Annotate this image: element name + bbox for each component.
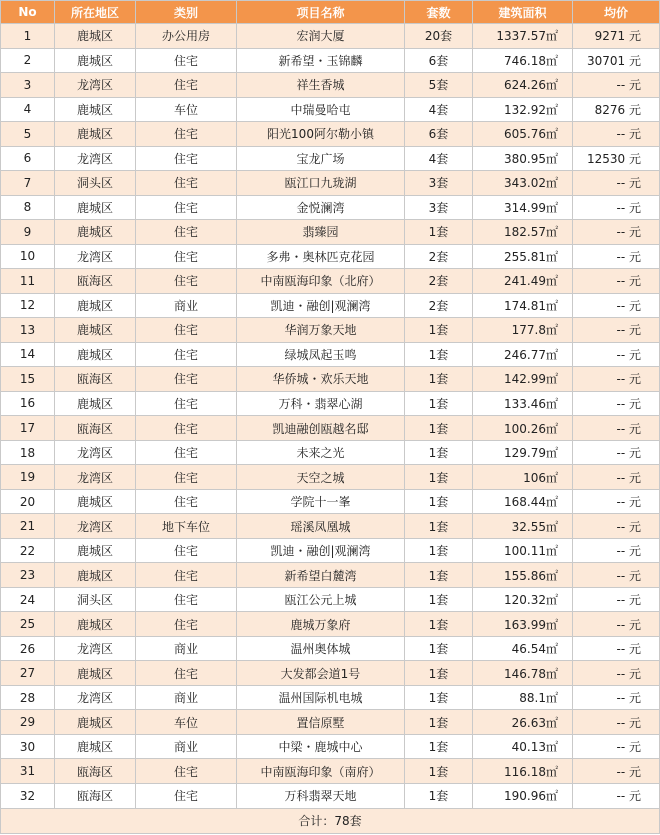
row-project-name: 新希望白麓湾 [237,563,405,588]
row-no: 5 [1,122,55,147]
row-category: 住宅 [136,342,237,367]
table-row [1,661,660,686]
row-category: 住宅 [136,465,237,490]
table-row [1,391,660,416]
row-floor-area: 132.92㎡ [473,97,573,122]
row-category: 住宅 [136,318,237,343]
row-project-name: 翡臻园 [237,220,405,245]
row-district: 龙湾区 [55,465,136,490]
row-avg-price: 30701 元 [573,48,660,73]
row-no: 14 [1,342,55,367]
row-floor-area: 380.95㎡ [473,146,573,171]
row-floor-area: 100.11㎡ [473,538,573,563]
row-units: 2套 [405,244,473,269]
table-row [1,24,660,49]
row-category: 住宅 [136,440,237,465]
row-category: 住宅 [136,171,237,196]
total-row [1,808,660,834]
row-category: 住宅 [136,391,237,416]
row-district: 鹿城区 [55,195,136,220]
row-units: 1套 [405,440,473,465]
table-row [1,759,660,784]
row-district: 龙湾区 [55,244,136,269]
row-units: 1套 [405,685,473,710]
row-units: 1套 [405,342,473,367]
row-district: 龙湾区 [55,440,136,465]
row-avg-price: -- 元 [573,391,660,416]
row-units: 20套 [405,24,473,49]
row-units: 1套 [405,367,473,392]
row-category: 住宅 [136,587,237,612]
row-units: 2套 [405,269,473,294]
row-units: 2套 [405,293,473,318]
header-units: 套数 [405,1,473,24]
row-units: 5套 [405,73,473,98]
row-district: 龙湾区 [55,73,136,98]
row-floor-area: 142.99㎡ [473,367,573,392]
row-floor-area: 343.02㎡ [473,171,573,196]
row-avg-price: -- 元 [573,636,660,661]
row-units: 1套 [405,489,473,514]
row-district: 鹿城区 [55,122,136,147]
row-avg-price: -- 元 [573,465,660,490]
row-district: 鹿城区 [55,220,136,245]
table-row [1,710,660,735]
table-row [1,73,660,98]
row-district: 鹿城区 [55,24,136,49]
row-project-name: 天空之城 [237,465,405,490]
row-category: 住宅 [136,146,237,171]
row-floor-area: 624.26㎡ [473,73,573,98]
row-no: 1 [1,24,55,49]
row-district: 鹿城区 [55,538,136,563]
row-project-name: 新希望・玉锦麟 [237,48,405,73]
row-category: 住宅 [136,783,237,808]
row-project-name: 凯迪・融创|观澜湾 [237,293,405,318]
row-floor-area: 155.86㎡ [473,563,573,588]
row-no: 22 [1,538,55,563]
row-avg-price: -- 元 [573,367,660,392]
table-row [1,122,660,147]
row-district: 瓯海区 [55,783,136,808]
row-floor-area: 116.18㎡ [473,759,573,784]
row-avg-price: -- 元 [573,661,660,686]
table-row [1,195,660,220]
row-project-name: 凯迪・融创|观澜湾 [237,538,405,563]
row-project-name: 万科翡翠天地 [237,783,405,808]
row-units: 1套 [405,391,473,416]
row-units: 1套 [405,465,473,490]
row-floor-area: 177.8㎡ [473,318,573,343]
row-units: 1套 [405,318,473,343]
row-units: 1套 [405,636,473,661]
table-row [1,563,660,588]
row-floor-area: 255.81㎡ [473,244,573,269]
row-units: 1套 [405,587,473,612]
table-row [1,685,660,710]
row-project-name: 华侨城・欢乐天地 [237,367,405,392]
row-units: 6套 [405,48,473,73]
table-row [1,367,660,392]
row-category: 住宅 [136,195,237,220]
row-district: 龙湾区 [55,146,136,171]
row-floor-area: 146.78㎡ [473,661,573,686]
row-floor-area: 40.13㎡ [473,734,573,759]
row-project-name: 瓯江公元上城 [237,587,405,612]
row-floor-area: 163.99㎡ [473,612,573,637]
table-row [1,416,660,441]
row-avg-price: -- 元 [573,440,660,465]
row-category: 商业 [136,293,237,318]
row-district: 鹿城区 [55,612,136,637]
row-category: 住宅 [136,367,237,392]
row-category: 住宅 [136,269,237,294]
row-district: 鹿城区 [55,97,136,122]
row-district: 鹿城区 [55,661,136,686]
row-units: 1套 [405,514,473,539]
row-floor-area: 241.49㎡ [473,269,573,294]
row-units: 1套 [405,783,473,808]
row-floor-area: 246.77㎡ [473,342,573,367]
row-no: 3 [1,73,55,98]
row-district: 鹿城区 [55,489,136,514]
table-row [1,269,660,294]
row-floor-area: 174.81㎡ [473,293,573,318]
row-district: 鹿城区 [55,710,136,735]
row-category: 住宅 [136,48,237,73]
table-row [1,97,660,122]
row-district: 龙湾区 [55,636,136,661]
row-category: 地下车位 [136,514,237,539]
row-avg-price: -- 元 [573,538,660,563]
row-project-name: 瓯江口九珑湖 [237,171,405,196]
row-category: 住宅 [136,612,237,637]
row-project-name: 中梁・鹿城中心 [237,734,405,759]
row-units: 1套 [405,710,473,735]
row-category: 商业 [136,685,237,710]
row-district: 鹿城区 [55,734,136,759]
row-category: 车位 [136,710,237,735]
table-row [1,244,660,269]
row-no: 32 [1,783,55,808]
row-units: 1套 [405,538,473,563]
row-no: 11 [1,269,55,294]
table-row [1,220,660,245]
row-floor-area: 133.46㎡ [473,391,573,416]
row-project-name: 鹿城万象府 [237,612,405,637]
table-row [1,587,660,612]
row-district: 洞头区 [55,171,136,196]
row-avg-price: -- 元 [573,783,660,808]
table-row [1,465,660,490]
row-project-name: 未来之光 [237,440,405,465]
row-no: 13 [1,318,55,343]
row-avg-price: -- 元 [573,195,660,220]
row-project-name: 华润万象天地 [237,318,405,343]
row-category: 办公用房 [136,24,237,49]
table-row [1,514,660,539]
row-units: 3套 [405,171,473,196]
row-category: 住宅 [136,661,237,686]
row-district: 瓯海区 [55,269,136,294]
row-district: 鹿城区 [55,318,136,343]
row-units: 4套 [405,146,473,171]
row-floor-area: 120.32㎡ [473,587,573,612]
row-category: 住宅 [136,416,237,441]
row-floor-area: 32.55㎡ [473,514,573,539]
row-district: 洞头区 [55,587,136,612]
row-no: 30 [1,734,55,759]
row-district: 瓯海区 [55,416,136,441]
row-project-name: 置信原墅 [237,710,405,735]
row-project-name: 中瑞曼哈屯 [237,97,405,122]
table-row [1,342,660,367]
row-project-name: 绿城凤起玉鸣 [237,342,405,367]
row-no: 12 [1,293,55,318]
row-category: 住宅 [136,538,237,563]
total-label: 合计：78套 [1,808,660,834]
row-avg-price: -- 元 [573,612,660,637]
row-no: 16 [1,391,55,416]
row-floor-area: 129.79㎡ [473,440,573,465]
row-avg-price: 12530 元 [573,146,660,171]
row-units: 4套 [405,97,473,122]
row-no: 28 [1,685,55,710]
row-no: 18 [1,440,55,465]
row-units: 3套 [405,195,473,220]
row-category: 车位 [136,97,237,122]
row-units: 1套 [405,612,473,637]
table-row [1,538,660,563]
row-category: 住宅 [136,122,237,147]
header-project-name: 项目名称 [237,1,405,24]
row-category: 商业 [136,734,237,759]
row-avg-price: -- 元 [573,734,660,759]
row-no: 25 [1,612,55,637]
row-project-name: 宏润大厦 [237,24,405,49]
row-no: 27 [1,661,55,686]
row-no: 29 [1,710,55,735]
row-no: 19 [1,465,55,490]
table-row [1,783,660,808]
row-avg-price: -- 元 [573,342,660,367]
row-no: 26 [1,636,55,661]
row-units: 1套 [405,416,473,441]
row-units: 1套 [405,220,473,245]
table-row [1,612,660,637]
row-project-name: 学院十一峯 [237,489,405,514]
row-units: 1套 [405,661,473,686]
row-no: 2 [1,48,55,73]
row-no: 6 [1,146,55,171]
row-project-name: 中南瓯海印象（南府） [237,759,405,784]
table-row [1,171,660,196]
row-avg-price: -- 元 [573,220,660,245]
table-row [1,636,660,661]
table-row [1,734,660,759]
table-row [1,146,660,171]
row-avg-price: -- 元 [573,73,660,98]
row-project-name: 温州国际机电城 [237,685,405,710]
row-avg-price: -- 元 [573,244,660,269]
row-district: 瓯海区 [55,759,136,784]
row-no: 24 [1,587,55,612]
row-units: 1套 [405,563,473,588]
row-no: 23 [1,563,55,588]
row-floor-area: 190.96㎡ [473,783,573,808]
row-district: 鹿城区 [55,563,136,588]
row-floor-area: 100.26㎡ [473,416,573,441]
row-district: 龙湾区 [55,514,136,539]
row-no: 20 [1,489,55,514]
header-row [1,1,660,24]
row-no: 15 [1,367,55,392]
row-avg-price: 8276 元 [573,97,660,122]
row-project-name: 万科・翡翠心湖 [237,391,405,416]
row-floor-area: 314.99㎡ [473,195,573,220]
row-district: 鹿城区 [55,342,136,367]
row-project-name: 瑶溪凤凰城 [237,514,405,539]
row-project-name: 金悦澜湾 [237,195,405,220]
row-project-name: 宝龙广场 [237,146,405,171]
row-project-name: 中南瓯海印象（北府） [237,269,405,294]
row-avg-price: -- 元 [573,293,660,318]
row-project-name: 多弗・奥林匹克花园 [237,244,405,269]
table-row [1,318,660,343]
row-units: 6套 [405,122,473,147]
row-avg-price: -- 元 [573,122,660,147]
table-row [1,48,660,73]
header-floor-area: 建筑面积 [473,1,573,24]
row-avg-price: -- 元 [573,318,660,343]
row-floor-area: 46.54㎡ [473,636,573,661]
row-units: 1套 [405,734,473,759]
row-avg-price: -- 元 [573,563,660,588]
table-row [1,440,660,465]
row-floor-area: 88.1㎡ [473,685,573,710]
row-district: 鹿城区 [55,391,136,416]
row-floor-area: 26.63㎡ [473,710,573,735]
row-floor-area: 182.57㎡ [473,220,573,245]
row-floor-area: 746.18㎡ [473,48,573,73]
row-no: 17 [1,416,55,441]
row-no: 21 [1,514,55,539]
row-avg-price: -- 元 [573,710,660,735]
header-category: 类别 [136,1,237,24]
row-district: 瓯海区 [55,367,136,392]
row-no: 31 [1,759,55,784]
table-body [1,24,660,834]
row-floor-area: 168.44㎡ [473,489,573,514]
row-district: 龙湾区 [55,685,136,710]
row-floor-area: 1337.57㎡ [473,24,573,49]
row-project-name: 凯迪融创瓯越名邸 [237,416,405,441]
row-floor-area: 605.76㎡ [473,122,573,147]
row-avg-price: -- 元 [573,759,660,784]
row-avg-price: 9271 元 [573,24,660,49]
row-avg-price: -- 元 [573,514,660,539]
row-category: 住宅 [136,489,237,514]
row-no: 4 [1,97,55,122]
row-district: 鹿城区 [55,48,136,73]
row-avg-price: -- 元 [573,489,660,514]
row-floor-area: 106㎡ [473,465,573,490]
row-no: 8 [1,195,55,220]
header-avg-price: 均价 [573,1,660,24]
row-category: 住宅 [136,244,237,269]
row-project-name: 大发都会道1号 [237,661,405,686]
row-units: 1套 [405,759,473,784]
table-row [1,293,660,318]
table-row [1,489,660,514]
row-project-name: 温州奥体城 [237,636,405,661]
row-category: 住宅 [136,73,237,98]
row-category: 住宅 [136,759,237,784]
row-no: 7 [1,171,55,196]
row-category: 住宅 [136,220,237,245]
header-no: No [1,1,55,24]
row-category: 住宅 [136,563,237,588]
row-project-name: 阳光100阿尔勒小镇 [237,122,405,147]
row-district: 鹿城区 [55,293,136,318]
row-avg-price: -- 元 [573,685,660,710]
row-project-name: 祥生香城 [237,73,405,98]
row-no: 9 [1,220,55,245]
row-avg-price: -- 元 [573,587,660,612]
row-no: 10 [1,244,55,269]
row-avg-price: -- 元 [573,416,660,441]
row-avg-price: -- 元 [573,269,660,294]
row-category: 商业 [136,636,237,661]
header-district: 所在地区 [55,1,136,24]
row-avg-price: -- 元 [573,171,660,196]
